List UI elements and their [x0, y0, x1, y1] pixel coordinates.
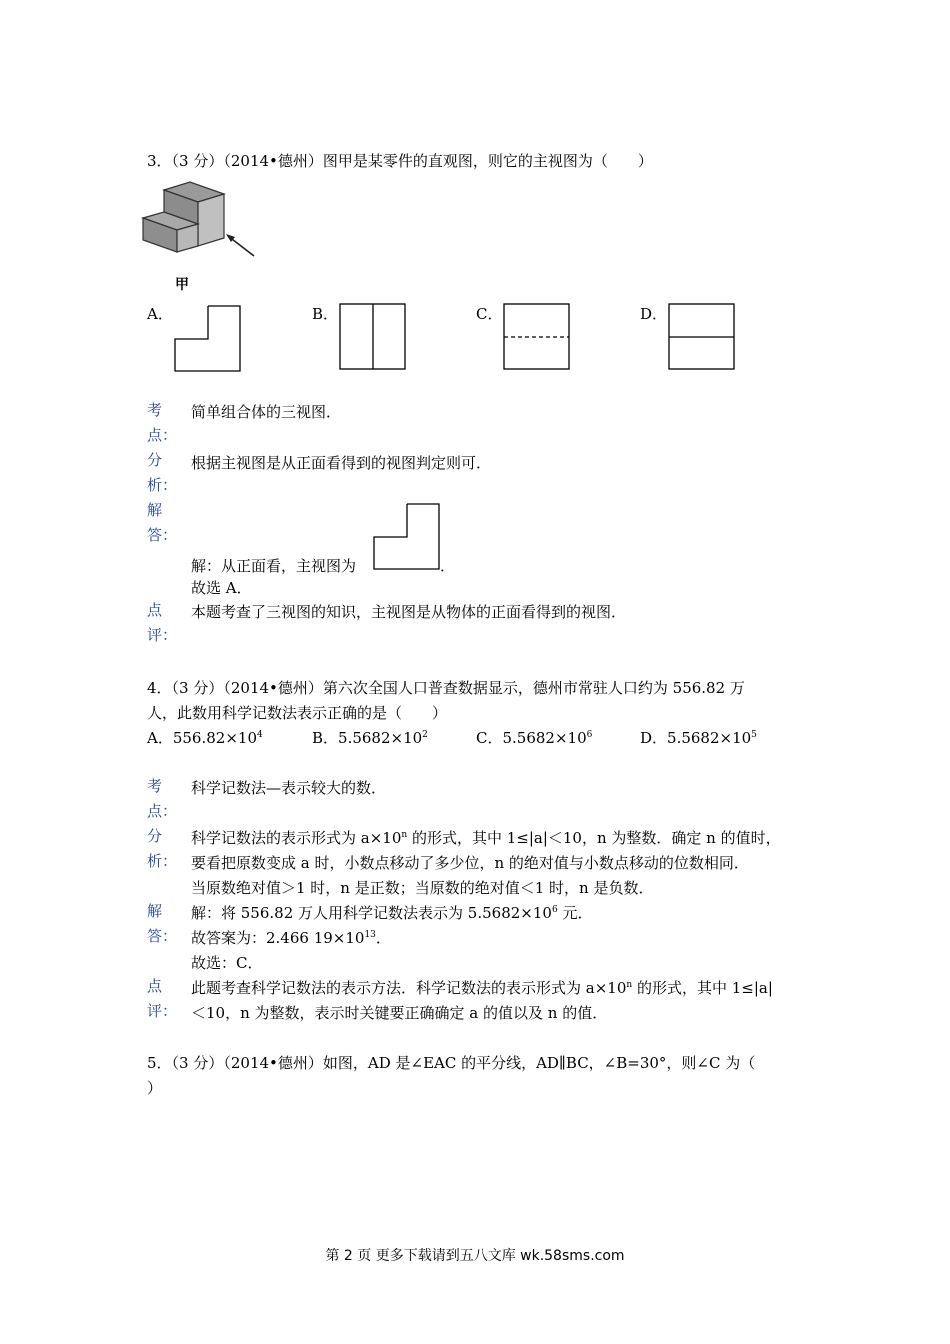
- q4-dianping-label-1: 点: [147, 977, 163, 995]
- q3-dianping-text: 本题考查了三视图的知识，主视图是从物体的正面看得到的视图．: [191, 603, 627, 621]
- q4-option-a-label: A．: [147, 729, 173, 747]
- q4-jieda-line2-b: ．: [375, 929, 391, 947]
- q4-dianping-line1-b: 的形式，其中 1≤|a|: [632, 979, 773, 997]
- q3-kaodian-label-2: 点：: [147, 426, 178, 444]
- q4-fenxi-line3: 当原数绝对值＞1 时，n 是正数；当原数的绝对值＜1 时，n 是负数．: [191, 879, 654, 897]
- q3-jieda-label-1: 解: [147, 501, 163, 519]
- q4-kaodian-text: 科学记数法—表示较大的数．: [191, 779, 387, 797]
- q4-title-line1: 4．（3 分）（2014•德州）第六次全国人口普查数据显示，德州市常驻人口约为 556.82 万: [147, 679, 745, 697]
- q4-jieda-label-2: 答：: [147, 927, 178, 945]
- page-footer: 第 2 页 更多下载请到五八文库 wk.58sms.com: [325, 1248, 625, 1264]
- q4-option-d-base: 5.5682×10: [667, 729, 752, 747]
- q4-fenxi-line1: [191, 827, 781, 848]
- q4-option-b-exp: 2: [422, 730, 428, 740]
- q3-option-a-label: A．: [147, 305, 173, 323]
- q3-title: 3．（3 分）（2014•德州）图甲是某零件的直观图，则它的主视图为（ ）: [147, 152, 653, 170]
- q4-fenxi-line1-exp: n: [401, 830, 408, 840]
- q4-jieda-line1: [191, 902, 592, 923]
- q4-dianping-line1-exp: n: [626, 980, 633, 990]
- q4-fenxi-line1-b: 的形式，其中 1≤|a|＜10，n 为整数．确定 n 的值时，: [407, 829, 781, 847]
- q4-jieda-line1-a: 解：将 556.82 万人用科学记数法表示为 5.5682×10: [191, 904, 552, 922]
- q3-fenxi-label-1: 分: [147, 451, 163, 469]
- q4-option-b-label: B．: [312, 729, 339, 747]
- q4-option-c-exp: 6: [586, 730, 593, 740]
- q3-option-c-label: C．: [476, 305, 503, 323]
- q3-kaodian-label-1: 考: [147, 401, 163, 419]
- q4-option-d-exp: 5: [751, 730, 757, 740]
- q4-kaodian-label-1: 考: [147, 777, 163, 795]
- q4-kaodian-label-2: 点：: [147, 802, 178, 820]
- q4-dianping-line1: [191, 977, 773, 998]
- q3-dianping-label-2: 评：: [147, 626, 178, 644]
- q3-option-b-label: B．: [312, 305, 339, 323]
- q3-option-b-figure: [339, 303, 407, 371]
- q4-jieda-line2-a: 故答案为：2.466 19×10: [191, 929, 365, 947]
- q4-option-b-base: 5.5682×10: [338, 729, 423, 747]
- q3-fenxi-label-2: 析：: [147, 476, 178, 494]
- q4-dianping-line2: ＜10，n 为整数，表示时关键要正确确定 a 的值以及 n 的值．: [191, 1004, 608, 1022]
- q3-isometric-figure: [140, 180, 262, 280]
- q4-option-a: [147, 727, 263, 748]
- q3-figure-label: 甲: [175, 277, 189, 293]
- q3-jieda-line2: 故选 A．: [191, 579, 252, 597]
- q3-dianping-label-1: 点: [147, 601, 163, 619]
- q4-option-c-base: 5.5682×10: [502, 729, 587, 747]
- q4-option-c-label: C．: [476, 729, 503, 747]
- q3-option-d-figure: [668, 303, 736, 371]
- q5-title-line2: ）: [147, 1079, 163, 1097]
- q4-fenxi-line1-a: 科学记数法的表示形式为 a×10: [191, 829, 402, 847]
- q4-dianping-line1-a: 此题考查科学记数法的表示方法．科学记数法的表示形式为 a×10: [191, 979, 627, 997]
- q3-jieda-label-2: 答：: [147, 526, 178, 544]
- q4-jieda-line1-b: 元．: [557, 904, 593, 922]
- q4-fenxi-label-1: 分: [147, 827, 163, 845]
- q4-option-c: [476, 727, 592, 748]
- q4-jieda-label-1: 解: [147, 902, 163, 920]
- q4-jieda-line3: 故选：C．: [191, 954, 263, 972]
- q3-jieda-figure: [373, 503, 441, 571]
- q4-option-a-exp: 4: [256, 730, 263, 740]
- q4-fenxi-label-2: 析：: [147, 852, 178, 870]
- q4-jieda-line2: [191, 927, 391, 948]
- q4-jieda-line1-exp: 6: [551, 905, 558, 915]
- q4-title-line2: 人，此数用科学记数法表示正确的是（ ）: [147, 704, 448, 722]
- q4-option-b: [312, 727, 428, 748]
- q3-kaodian-text: 简单组合体的三视图．: [191, 403, 342, 421]
- q4-fenxi-line2: 要看把原数变成 a 时，小数点移动了多少位，n 的绝对值与小数点移动的位数相同．: [191, 854, 749, 872]
- q4-option-d: [640, 727, 757, 748]
- q3-jieda-line1: 解：从正面看，主视图为: [191, 557, 357, 575]
- q3-option-d-label: D．: [640, 305, 668, 323]
- q3-option-a-figure: [174, 305, 242, 373]
- q4-dianping-label-2: 评：: [147, 1002, 178, 1020]
- q3-jieda-line1-end: ．: [440, 557, 456, 575]
- q4-option-a-base: 556.82×10: [172, 729, 257, 747]
- q4-jieda-line2-exp: 13: [364, 930, 376, 940]
- q3-fenxi-text: 根据主视图是从正面看得到的视图判定则可．: [191, 454, 492, 472]
- q3-option-c-figure: [503, 303, 571, 371]
- q4-option-d-label: D．: [640, 729, 668, 747]
- q5-title-line1: 5．（3 分）（2014•德州）如图，AD 是∠EAC 的平分线，AD∥BC，∠B=30°，则∠C 为（: [147, 1054, 756, 1072]
